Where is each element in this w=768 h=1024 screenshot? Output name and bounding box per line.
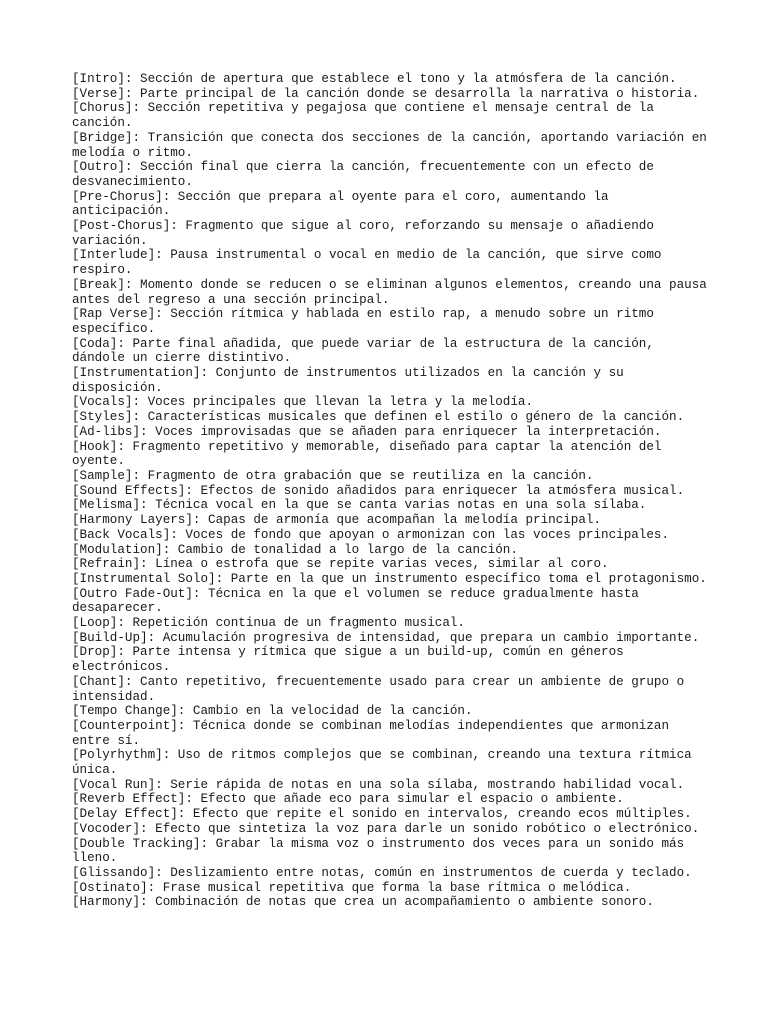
glossary-entry: [Drop]: Parte intensa y rítmica que sigue a un build-up, común en géneros electrónicos. [72,645,624,675]
glossary-entry: [Ostinato]: Frase musical repetitiva que forma la base rítmica o melódica. [72,880,632,895]
glossary-entry: [Back Vocals]: Voces de fondo que apoyan o armonizan con las voces principales. [72,527,670,542]
glossary-entry: [Sound Effects]: Efectos de sonido añadidos para enriquecer la atmósfera musical. [72,483,685,498]
glossary-entry: [Build-Up]: Acumulación progresiva de intensidad, que prepara un cambio importante. [72,630,700,645]
glossary-entry: [Harmony Layers]: Capas de armonía que acompañan la melodía principal. [72,513,602,528]
glossary-entry: [Chant]: Canto repetitivo, frecuentemente usado para crear un ambiente de grupo o intensidad. [72,674,685,704]
glossary-entry: [Intro]: Sección de apertura que establece el tono y la atmósfera de la canción. [72,72,677,86]
glossary-entry: [Sample]: Fragmento de otra grabación que se reutiliza en la canción. [72,468,594,483]
glossary-entry: [Rap Verse]: Sección rítmica y hablada en estilo rap, a menudo sobre un ritmo específico. [72,307,654,336]
glossary-entry: [Modulation]: Cambio de tonalidad a lo largo de la canción. [72,542,518,557]
glossary-entry: [Styles]: Características musicales que definen el estilo o género de la canción. [72,410,685,425]
glossary-entry: [Bridge]: Transición que conecta dos secciones de la canción, aportando variación en melodía o ritmo. [72,130,707,160]
glossary-entry: [Polyrhythm]: Uso de ritmos complejos que se combinan, creando una textura rítmica única. [72,748,692,778]
glossary-entry: [Double Tracking]: Grabar la misma voz o instrumento dos veces para un sonido más lleno. [72,836,685,866]
glossary-entry: [Instrumentation]: Conjunto de instrumentos utilizados en la canción y su disposición. [72,366,624,395]
glossary-entry: [Tempo Change]: Cambio en la velocidad de la canción. [72,704,473,719]
glossary-entry: [Post-Chorus]: Fragmento que sigue al coro, reforzando su mensaje o añadiendo variación. [72,219,654,248]
glossary-entry: [Ad-libs]: Voces improvisadas que se añaden para enriquecer la interpretación. [72,424,662,439]
glossary-entry: [Refrain]: Línea o estrofa que se repite varias veces, similar al coro. [72,557,609,572]
glossary-entry: [Break]: Momento donde se reducen o se eliminan algunos elementos, creando una pausa antes del regreso a una sección principal. [72,277,707,307]
glossary-entry: [Delay Effect]: Efecto que repite el sonido en intervalos, creando ecos múltiples. [72,807,692,822]
glossary-entry: [Outro]: Sección final que cierra la canción, frecuentemente con un efecto de desvanecimiento. [72,160,654,189]
glossary-entry: [Vocoder]: Efecto que sintetiza la voz para darle un sonido robótico o electrónico. [72,821,700,836]
glossary-entry: [Loop]: Repetición continua de un fragmento musical. [72,616,465,631]
glossary-entry: [Outro Fade-Out]: Técnica en la que el volumen se reduce gradualmente hasta desaparecer. [72,586,639,616]
glossary-entry: [Instrumental Solo]: Parte en la que un instrumento específico toma el protagonismo. [72,571,707,586]
glossary-entry: [Harmony]: Combinación de notas que crea un acompañamiento o ambiente sonoro. [72,895,654,910]
glossary-entry: [Interlude]: Pausa instrumental o vocal en medio de la canción, que sirve como respiro. [72,248,662,278]
glossary-entry: [Melisma]: Técnica vocal en la que se canta varias notas en una sola sílaba. [72,498,647,513]
glossary-entry: [Vocals]: Voces principales que llevan la letra y la melodía. [72,395,534,410]
glossary-entry: [Hook]: Fragmento repetitivo y memorable, diseñado para captar la atención del oyente. [72,439,662,469]
glossary-entry: [Pre-Chorus]: Sección que prepara al oyente para el coro, aumentando la anticipación. [72,189,609,219]
glossary-entry: [Vocal Run]: Serie rápida de notas en una sola sílaba, mostrando habilidad vocal. [72,777,685,792]
glossary-entry: [Chorus]: Sección repetitiva y pegajosa que contiene el mensaje central de la canción. [72,101,654,131]
glossary-entry: [Glissando]: Deslizamiento entre notas, común en instrumentos de cuerda y teclado. [72,865,692,880]
glossary-entry: [Coda]: Parte final añadida, que puede variar de la estructura de la canción, dándole un cierre distintivo. [72,336,654,366]
glossary-entry: [Reverb Effect]: Efecto que añade eco para simular el espacio o ambiente. [72,792,624,807]
glossary-entry: [Counterpoint]: Técnica donde se combinan melodías independientes que armonizan entre sí. [72,718,670,748]
glossary-entry: [Verse]: Parte principal de la canción donde se desarrolla la narrativa o historia. [72,86,700,101]
document-body [72,72,708,910]
